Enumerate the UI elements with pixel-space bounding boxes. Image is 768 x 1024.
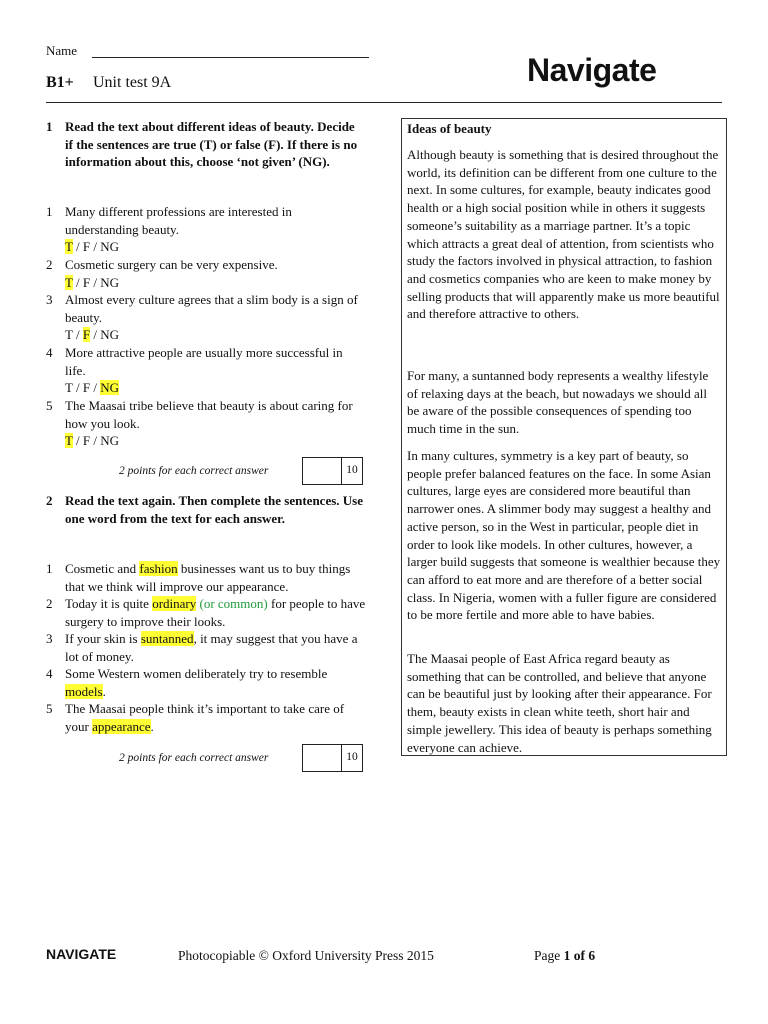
q1-item-number: 1 bbox=[46, 204, 53, 219]
separator: / bbox=[72, 380, 83, 396]
q2-instruction: Read the text again. Then complete the sentences. Use one word from the text for each answer. bbox=[65, 493, 363, 526]
sentence-end: for people to have surgery to improve their looks. bbox=[65, 596, 366, 629]
q1-score-box bbox=[302, 457, 363, 485]
option-t[interactable]: T bbox=[65, 380, 73, 396]
q2-item-number: 2 bbox=[46, 596, 53, 611]
q2-sentence bbox=[65, 630, 366, 665]
reading-title: Ideas of beauty bbox=[407, 121, 492, 136]
page-indicator bbox=[534, 947, 595, 965]
separator: / bbox=[90, 239, 101, 255]
reading-passage-box bbox=[401, 118, 727, 756]
q1-instruction: Read the text about different ideas of beauty. Decide if the sentences are true (T) or false (F). If there is no information about this, choose ‘not given’ (NG). bbox=[65, 119, 358, 170]
score-total: 10 bbox=[346, 751, 358, 763]
answer-word[interactable]: ordinary bbox=[152, 596, 197, 611]
sentence-start: Today it is quite bbox=[65, 596, 153, 611]
q1-options bbox=[65, 432, 366, 450]
sentence-end: , it may suggest that you have a lot of money. bbox=[65, 631, 358, 664]
q1-item-number: 3 bbox=[46, 292, 53, 307]
unit-test-title: Unit test 9A bbox=[93, 74, 172, 91]
q1-options bbox=[65, 274, 366, 292]
answer-word[interactable]: fashion bbox=[139, 561, 178, 576]
separator: / bbox=[90, 274, 101, 290]
q1-item-number: 4 bbox=[46, 345, 53, 360]
q2-number: 2 bbox=[46, 493, 53, 508]
sentence-start: Some Western women deliberately try to resemble bbox=[65, 666, 328, 681]
option-f[interactable]: F bbox=[82, 239, 91, 255]
q2-sentence bbox=[65, 595, 366, 630]
q1-item-text: Many different professions are interested in understanding beauty. bbox=[65, 204, 292, 237]
q2-sentence bbox=[65, 560, 366, 595]
score-input[interactable] bbox=[303, 745, 342, 771]
header-divider bbox=[46, 102, 722, 103]
q1-item-text: Cosmetic surgery can be very expensive. bbox=[65, 257, 278, 272]
q2-sentence bbox=[65, 700, 366, 735]
sentence-start: The Maasai people think it’s important to take care of your bbox=[65, 701, 345, 734]
q1-options bbox=[65, 379, 366, 397]
sentence-end: businesses want us to buy things that we think will improve our appearance. bbox=[65, 561, 351, 594]
sentence-end: . bbox=[102, 683, 106, 699]
reading-paragraph-1: Although beauty is something that is desired throughout the world, its definition can be different from one culture to the next. In some cultures, for example, beauty indicates good health or a high social position while in others it suggests someone’s suitability as a marriage partner. It’s a topic which attracts a great deal of attention, from scientists who study the factors involved in physical attraction, to fashion and cosmetics companies who are keen to make money by selling products that will apparently make us more beautiful and therefore attractive to others. bbox=[407, 147, 720, 322]
name-field[interactable] bbox=[92, 41, 369, 58]
alternative-answer: (or common) bbox=[199, 596, 268, 611]
q1-item-text: More attractive people are usually more successful in life. bbox=[65, 345, 343, 378]
option-ng[interactable]: NG bbox=[100, 380, 119, 396]
name-label: Name bbox=[46, 43, 78, 58]
q2-item-number: 3 bbox=[46, 631, 53, 646]
separator: / bbox=[72, 239, 83, 255]
option-f[interactable]: F bbox=[82, 380, 91, 396]
page-total: of 6 bbox=[570, 948, 596, 963]
q2-item-number: 5 bbox=[46, 701, 53, 716]
option-t[interactable]: T bbox=[65, 433, 73, 449]
separator: / bbox=[72, 433, 83, 449]
page-current: 1 bbox=[563, 948, 571, 963]
option-ng[interactable]: NG bbox=[100, 274, 119, 290]
page-prefix: Page bbox=[534, 948, 564, 963]
separator: / bbox=[90, 380, 101, 396]
score-input[interactable] bbox=[303, 458, 342, 484]
sentence-end: . bbox=[150, 718, 154, 734]
q1-points-note: 2 points for each correct answer bbox=[119, 465, 269, 477]
score-total: 10 bbox=[346, 464, 358, 476]
reading-paragraph-3: In many cultures, symmetry is a key part of beauty, so people prefer balanced features on the face. In some Asian cultures, large eyes are considered more beautiful than narrower ones. A slimmer body may suggest a healthy and active person, so in the West in particular, people diet in order to look like models. In other cultures, however, a larger build suggests that someone is wealthier because they can afford to eat more and are therefore of a better social class. In Nigeria, women with a fuller figure are considered to be more fertile and more able to have babies. bbox=[407, 448, 721, 623]
option-ng[interactable]: NG bbox=[100, 327, 119, 343]
q1-number: 1 bbox=[46, 119, 53, 134]
answer-word[interactable]: appearance bbox=[92, 718, 151, 734]
q2-points-note: 2 points for each correct answer bbox=[119, 752, 269, 764]
option-t[interactable]: T bbox=[65, 239, 73, 255]
option-f[interactable]: F bbox=[82, 327, 91, 343]
navigate-logo: Navigate bbox=[527, 52, 657, 88]
q1-item-number: 2 bbox=[46, 257, 53, 272]
option-ng[interactable]: NG bbox=[100, 239, 119, 255]
option-f[interactable]: F bbox=[82, 274, 91, 290]
q2-item-number: 4 bbox=[46, 666, 53, 681]
separator: / bbox=[90, 433, 101, 449]
q1-item-text: The Maasai tribe believe that beauty is about caring for how you look. bbox=[65, 398, 353, 431]
option-t[interactable]: T bbox=[65, 274, 73, 290]
reading-paragraph-2: For many, a suntanned body represents a wealthy lifestyle of relaxing days at the beach, but nowadays we should all be aware of the possible consequences of spending too much time in the sun. bbox=[407, 368, 709, 437]
q1-options bbox=[65, 238, 366, 256]
q1-item-number: 5 bbox=[46, 398, 53, 413]
q2-sentence bbox=[65, 665, 366, 700]
separator: / bbox=[90, 327, 101, 343]
option-ng[interactable]: NG bbox=[100, 433, 119, 449]
answer-word[interactable]: suntanned bbox=[140, 631, 194, 646]
option-f[interactable]: F bbox=[82, 433, 91, 449]
answer-word[interactable]: models bbox=[65, 683, 103, 699]
q2-item-number: 1 bbox=[46, 561, 53, 576]
footer-copyright: Photocopiable © Oxford University Press 2015 bbox=[178, 948, 434, 963]
option-t[interactable]: T bbox=[65, 327, 73, 343]
reading-paragraph-4: The Maasai people of East Africa regard beauty as something that can be controlled, and believe that anyone can be beautiful just by looking after their appearance. For them, beauty exists in clean white teeth, short hair and simple jewellery. This idea of beauty is perhaps something everyone can achieve. bbox=[407, 651, 712, 755]
q2-score-box bbox=[302, 744, 363, 772]
q1-item-text: Almost every culture agrees that a slim body is a sign of beauty. bbox=[65, 292, 358, 325]
separator: / bbox=[72, 327, 83, 343]
sentence-start: Cosmetic and bbox=[65, 561, 140, 576]
footer-brand: NAVIGATE bbox=[46, 946, 117, 962]
level-label: B1+ bbox=[46, 74, 74, 91]
separator: / bbox=[72, 274, 83, 290]
sentence-start: If your skin is bbox=[65, 631, 141, 646]
q1-options bbox=[65, 326, 366, 344]
